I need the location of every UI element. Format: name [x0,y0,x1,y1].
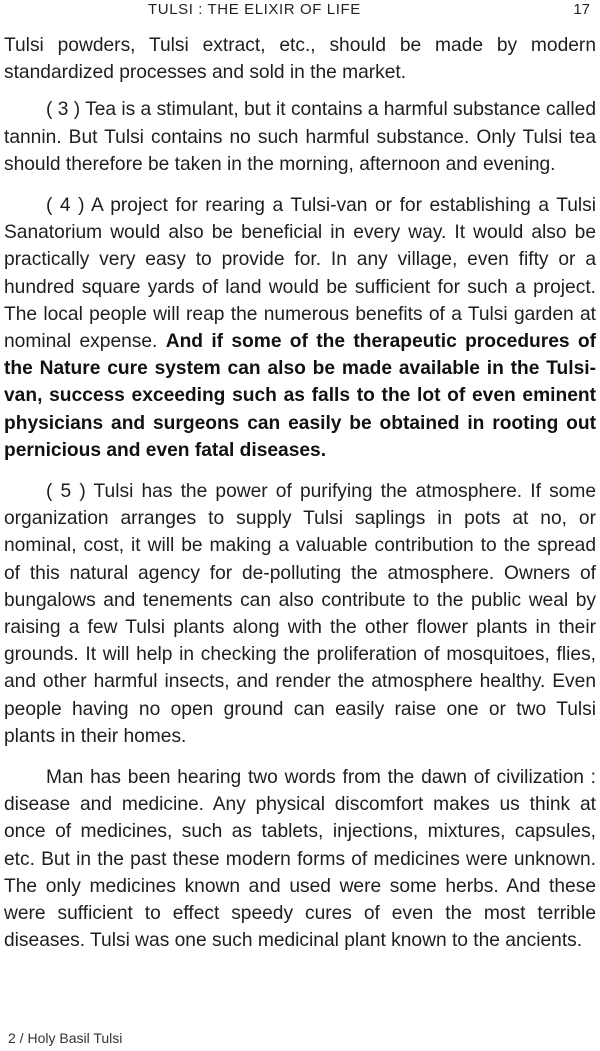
paragraph-text: ( 4 ) A project for rearing a Tulsi-van or for establishing a Tulsi Sanatorium would also be beneficial in every way. It would also be practically very easy to provide for. In any village, even fifty or a hundred square yards of land would be sufficient for such a project. The local people will reap the numerous benefits of a Tulsi garden at nominal expense. [4,195,596,353]
paragraph-text: Man has been hearing two words from the dawn of civilization : disease and medicine. Any physical discomfort makes us think at once of medicines, such as tablets, injections, mixtures, capsules, etc. But in the past these modern forms of medicines were unknown. The only medicines known and used were some herbs. And these were sufficient to effect speedy cures of even the most terrible diseases. Tulsi was one such medicinal plant known to the ancients. [4,767,596,952]
running-title: TULSI : THE ELIXIR OF LIFE [148,1,361,18]
paragraph-continuation [4,32,596,86]
paragraph-point-5 [4,478,596,750]
paragraph-text: ( 3 ) Tea is a stimulant, but it contains a harmful substance called tannin. But Tulsi contains no such harmful substance. Only Tulsi tea should therefore be taken in the morning, afternoon and evening. [4,99,596,175]
paragraph-text: Tulsi powders, Tulsi extract, etc., should be made by modern standardized processes and sold in the market. [4,35,596,84]
body-text [4,32,596,969]
paragraph-point-4 [4,192,596,464]
page-number: 17 [573,1,590,18]
paragraph-bold-text: And if some of the therapeutic procedures of the Nature cure system can also be made available in the Tulsi-van, success exceeding such as falls to the lot of even eminent physicians and surgeons can easily be obtained in rooting out pernicious and even fatal diseases. [4,331,596,461]
paragraph-text: ( 5 ) Tulsi has the power of purifying the atmosphere. If some organization arranges to supply Tulsi saplings in pots at no, or nominal, cost, it will be making a valuable contribution to the spread of this natural agency for de-polluting the atmosphere. Owners of bungalows and tenements can also contribute to the public weal by raising a few Tulsi plants along with the other flower plants in their grounds. It will help in checking the proliferation of mosquitoes, flies, and other harmful insects, and render the atmosphere healthy. Even people having no open ground can easily raise one or two Tulsi plants in their homes. [4,481,596,747]
paragraph-disease-and-medicine [4,764,596,954]
page-footer-signature: 2 / Holy Basil Tulsi [8,1030,123,1046]
page-header [0,1,600,21]
paragraph-point-3 [4,96,596,178]
